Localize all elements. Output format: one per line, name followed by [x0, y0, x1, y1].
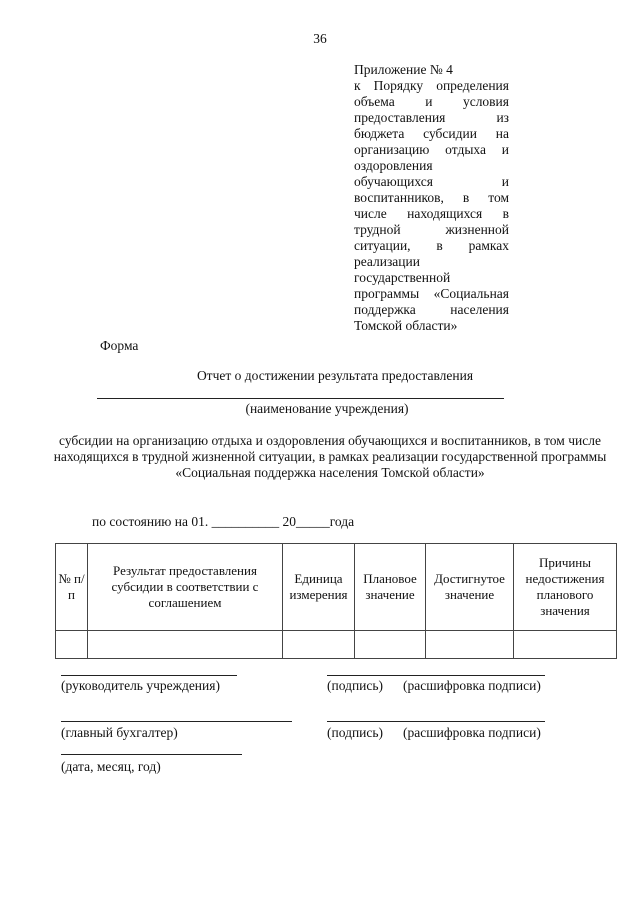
date-label: (дата, месяц, год) [61, 759, 161, 774]
table-cell [88, 631, 283, 659]
org-name-line [97, 398, 504, 399]
decoding-label: (расшифровка подписи) [403, 725, 541, 740]
column-header-number: № п/п [56, 544, 88, 631]
column-header-reasons: Причины недостижения планового значения [514, 544, 617, 631]
form-label: Форма [100, 338, 139, 353]
table-cell [355, 631, 426, 659]
accountant-sign-decode-line [327, 721, 545, 722]
column-header-unit: Единица измерения [283, 544, 355, 631]
head-signature-line [61, 675, 237, 676]
appendix-text: к Порядку определения объема и условия предоставления из бюджета субсидии на организацию отдыха и оздоровления обучающихся и воспитанников, в том числе находящихся в трудной жизненной ситуации, в рамках реализации государственной программы «Социальная поддержка населения Томской области» [354, 78, 509, 333]
appendix-block [354, 62, 509, 334]
page-number: 36 [313, 31, 327, 46]
head-sign-decode-line [327, 675, 545, 676]
column-header-achieved: Достигнутое значение [426, 544, 514, 631]
signature-label: (подпись) [327, 725, 384, 740]
org-name-label: (наименование учреждения) [245, 401, 409, 416]
decoding-label: (расшифровка подписи) [403, 678, 541, 693]
report-title: Отчет о достижении результата предоставления [196, 368, 474, 383]
table-cell [283, 631, 355, 659]
subsidy-description: субсидии на организацию отдыха и оздоровления обучающихся и воспитанников, в том числе находящихся в трудной жизненной ситуации, в рамках реализации государственной программы «Социальная поддержка населения Томской области» [53, 433, 607, 480]
column-header-planned: Плановое значение [355, 544, 426, 631]
table-cell [426, 631, 514, 659]
accountant-label: (главный бухгалтер) [61, 725, 178, 740]
table-cell [56, 631, 88, 659]
results-table [55, 543, 617, 659]
table-header-row [56, 544, 617, 631]
appendix-title: Приложение № 4 [354, 62, 453, 77]
column-header-result: Результат предоставления субсидии в соответствии с соглашением [88, 544, 283, 631]
signature-label: (подпись) [327, 678, 384, 693]
date-line [61, 754, 242, 755]
accountant-signature-line [61, 721, 292, 722]
head-label: (руководитель учреждения) [61, 678, 220, 693]
as-of-date: по состоянию на 01. __________ 20_____года [92, 514, 355, 529]
table-cell [514, 631, 617, 659]
table-row [56, 631, 617, 659]
